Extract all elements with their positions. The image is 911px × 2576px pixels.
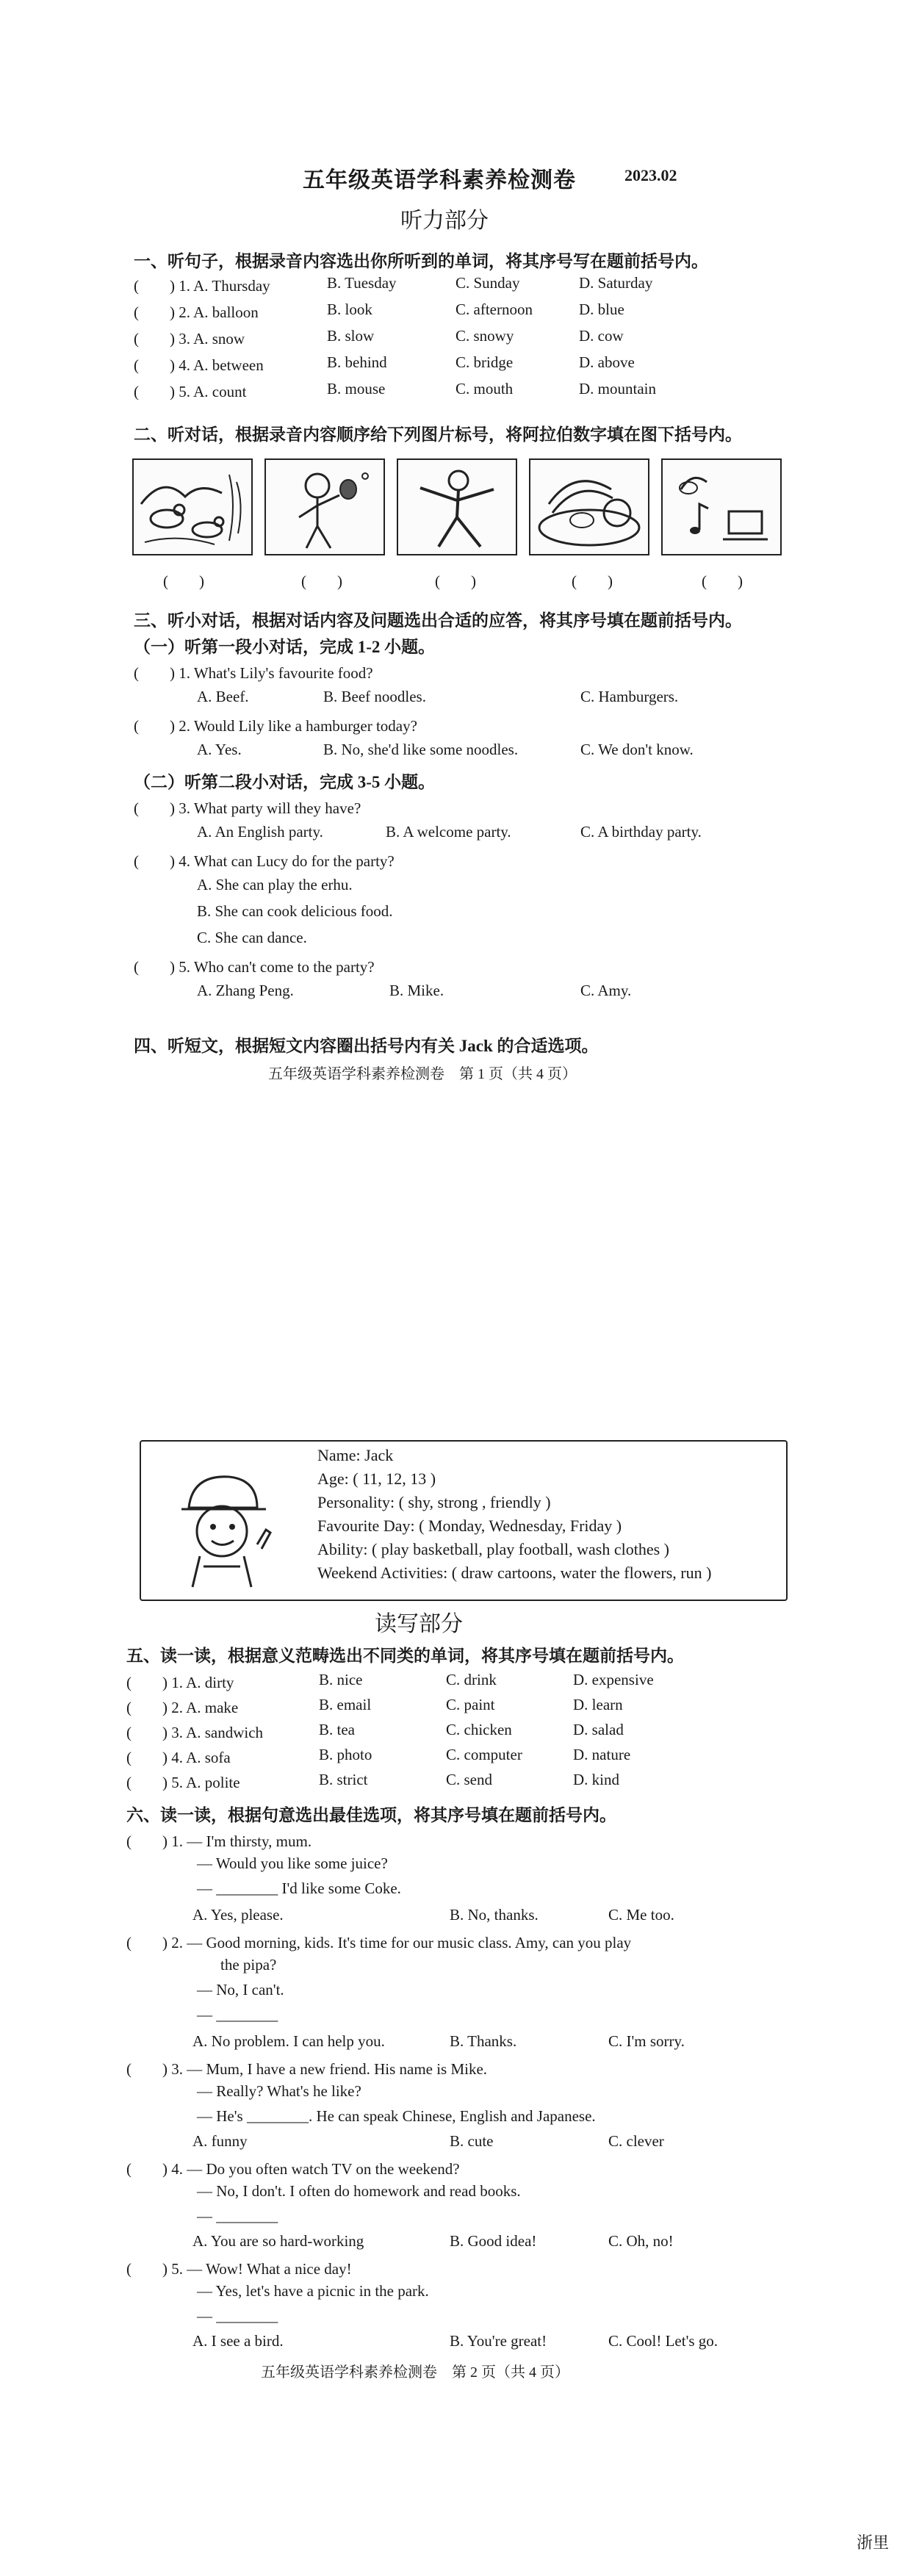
part3-q2-opt-c: C. We don't know.	[580, 741, 694, 758]
part5-q1-c: C. drink	[446, 1671, 497, 1688]
part6-q3-opt-c: C. clever	[608, 2132, 664, 2150]
part3-q2-opt-a: A. Yes.	[197, 741, 242, 758]
part1-q5-d: D. mountain	[579, 380, 656, 397]
part3-q4: ( ) 4. What can Lucy do for the party?	[134, 852, 395, 870]
part3-q5-opt-c: C. Amy.	[580, 982, 632, 999]
part1-q4-d: D. above	[579, 353, 635, 371]
jack-info-card	[140, 1440, 788, 1601]
part1-q2-d: D. blue	[579, 301, 624, 318]
part6-q4-opt-c: C. Oh, no!	[608, 2232, 674, 2250]
picture-3-answer-blank[interactable]: ( )	[435, 572, 476, 590]
part6-q2-opt-c: C. I'm sorry.	[608, 2032, 685, 2050]
part3-q2-opt-b: B. No, she'd like some noodles.	[323, 741, 519, 758]
part6-q4-line3: — ________	[197, 2207, 278, 2225]
part1-q1-a: ( ) 1. A. Thursday	[134, 277, 270, 295]
part1-q5-a: ( ) 5. A. count	[134, 383, 247, 400]
part6-q1-line1: ( ) 1. — I'm thirsty, mum.	[126, 1832, 312, 1850]
part6-q1-line2: — Would you like some juice?	[197, 1854, 388, 1872]
part1-q2-c: C. afternoon	[455, 301, 533, 318]
part6-q5-opt-c: C. Cool! Let's go.	[608, 2332, 719, 2350]
part3-q2: ( ) 2. Would Lily like a hamburger today?	[134, 717, 417, 735]
music-computer-picture	[661, 458, 782, 555]
part1-q3-a: ( ) 3. A. snow	[134, 330, 245, 348]
part6-q5-opt-b: B. You're great!	[450, 2332, 547, 2350]
ping-pong-boy-picture	[264, 458, 385, 555]
part5-q5-b: B. strict	[319, 1771, 368, 1788]
jack-weekend-activities: Weekend Activities: ( draw cartoons, water the flowers, run )	[317, 1564, 712, 1582]
fruit-plate-picture	[529, 458, 649, 555]
picture-5-answer-blank[interactable]: ( )	[702, 572, 743, 590]
part3-q1-opt-b: B. Beef noodles.	[323, 688, 426, 705]
jack-ability: Ability: ( play basketball, play football, wash clothes )	[317, 1540, 670, 1558]
part5-q1-b: B. nice	[319, 1671, 363, 1688]
part3-q1-opt-c: C. Hamburgers.	[580, 688, 679, 705]
part6-q1-opt-c: C. Me too.	[608, 1906, 674, 1924]
part5-q4-d: D. nature	[573, 1746, 631, 1763]
part1-q4-a: ( ) 4. A. between	[134, 356, 264, 374]
part5-q4-c: C. computer	[446, 1746, 522, 1763]
part5-q2-b: B. email	[319, 1696, 372, 1713]
part1-heading: 一、听句子，根据录音内容选出你所听到的单词，将其序号写在题前括号内。	[134, 252, 708, 270]
part5-q4-b: B. photo	[319, 1746, 372, 1763]
part3-sub1: （一）听第一段小对话，完成 1-2 小题。	[134, 638, 436, 656]
part6-q3-line1: ( ) 3. — Mum, I have a new friend. His name is Mike.	[126, 2060, 488, 2078]
part6-q3-line3: — He's ________. He can speak Chinese, English and Japanese.	[197, 2107, 596, 2125]
part1-q4-c: C. bridge	[455, 353, 514, 371]
part3-q1-opt-a: A. Beef.	[197, 688, 249, 705]
corner-watermark-text: 浙里	[856, 2534, 889, 2552]
part6-q1-opt-a: A. Yes, please.	[192, 1906, 284, 1924]
part6-q4-line1: ( ) 4. — Do you often watch TV on the weekend?	[126, 2160, 460, 2178]
part6-q5-line3: — ________	[197, 2307, 278, 2325]
part6-q5-line2: — Yes, let's have a picnic in the park.	[197, 2282, 429, 2300]
part1-q1-c: C. Sunday	[455, 274, 520, 292]
part3-sub2: （二）听第二段小对话，完成 3-5 小题。	[134, 773, 436, 791]
page-2-footer: 五年级英语学科素养检测卷 第 2 页（共 4 页）	[261, 2364, 569, 2381]
part6-q4-line2: — No, I don't. I often do homework and read books.	[197, 2182, 521, 2200]
part3-q5-opt-a: A. Zhang Peng.	[197, 982, 294, 999]
part1-q5-b: B. mouse	[327, 380, 386, 397]
part1-q5-c: C. mouth	[455, 380, 514, 397]
part6-q1-opt-b: B. No, thanks.	[450, 1906, 539, 1924]
exam-date: 2023.02	[624, 166, 677, 184]
part5-q5-c: C. send	[446, 1771, 492, 1788]
part2-heading: 二、听对话，根据录音内容顺序给下列图片标号，将阿拉伯数字填在图下括号内。	[134, 425, 742, 444]
part6-q2-line3: — No, I can't.	[197, 1981, 284, 1998]
part6-q5-opt-a: A. I see a bird.	[192, 2332, 284, 2350]
part6-q2-line1: ( ) 2. — Good morning, kids. It's time for our music class. Amy, can you play	[126, 1934, 632, 1951]
part6-q2-opt-a: A. No problem. I can help you.	[192, 2032, 385, 2050]
part6-q3-line2: — Really? What's he like?	[197, 2082, 361, 2100]
part5-q3-d: D. salad	[573, 1721, 624, 1738]
part6-q3-opt-a: A. funny	[192, 2132, 248, 2150]
part5-heading: 五、读一读，根据意义范畴选出不同类的单词，将其序号填在题前括号内。	[126, 1647, 684, 1665]
part3-heading: 三、听小对话，根据对话内容及问题选出合适的应答，将其序号填在题前括号内。	[134, 611, 742, 630]
part3-q3-opt-a: A. An English party.	[197, 823, 323, 841]
part3-q4-opt-b: B. She can cook delicious food.	[197, 902, 393, 920]
part1-q3-b: B. slow	[327, 327, 375, 345]
part1-q2-b: B. look	[327, 301, 372, 318]
reading-section-title: 读写部分	[375, 1612, 463, 1636]
jack-cartoon-icon	[163, 1456, 281, 1589]
part6-q4-opt-a: A. You are so hard-working	[192, 2232, 364, 2250]
part5-q3-a: ( ) 3. A. sandwich	[126, 1724, 264, 1741]
ducks-pond-picture	[132, 458, 253, 555]
part5-q2-a: ( ) 2. A. make	[126, 1699, 239, 1716]
part1-q3-c: C. snowy	[455, 327, 514, 345]
picture-2-answer-blank[interactable]: ( )	[301, 572, 342, 590]
jack-age: Age: ( 11, 12, 13 )	[317, 1469, 436, 1488]
part1-q4-b: B. behind	[327, 353, 387, 371]
part3-q5: ( ) 5. Who can't come to the party?	[134, 958, 375, 976]
part1-q2-a: ( ) 2. A. balloon	[134, 303, 259, 321]
part5-q5-d: D. kind	[573, 1771, 619, 1788]
part5-q1-d: D. expensive	[573, 1671, 654, 1688]
jack-favourite-day: Favourite Day: ( Monday, Wednesday, Friday )	[317, 1517, 622, 1535]
part5-q3-c: C. chicken	[446, 1721, 512, 1738]
part5-q1-a: ( ) 1. A. dirty	[126, 1674, 234, 1691]
part5-q4-a: ( ) 4. A. sofa	[126, 1749, 231, 1766]
part6-heading: 六、读一读，根据句意选出最佳选项，将其序号填在题前括号内。	[126, 1806, 616, 1824]
picture-4-answer-blank[interactable]: ( )	[572, 572, 613, 590]
picture-1-answer-blank[interactable]: ( )	[163, 572, 204, 590]
part3-q3-opt-b: B. A welcome party.	[386, 823, 511, 841]
part4-heading: 四、听短文，根据短文内容圈出括号内有关 Jack 的合适选项。	[134, 1037, 599, 1055]
part6-q1-line3: — ________ I'd like some Coke.	[197, 1879, 401, 1897]
part5-q2-d: D. learn	[573, 1696, 623, 1713]
jack-name: Name: Jack	[317, 1446, 394, 1464]
part3-q3: ( ) 3. What party will they have?	[134, 799, 361, 817]
jack-personality: Personality: ( shy, strong , friendly )	[317, 1493, 551, 1511]
page-1-footer: 五年级英语学科素养检测卷 第 1 页（共 4 页）	[268, 1066, 577, 1082]
part6-q3-opt-b: B. cute	[450, 2132, 494, 2150]
part6-q2-line2: the pipa?	[220, 1956, 277, 1974]
part6-q2-line4: — ________	[197, 2006, 278, 2023]
part3-q3-opt-c: C. A birthday party.	[580, 823, 702, 841]
part6-q5-line1: ( ) 5. — Wow! What a nice day!	[126, 2260, 352, 2278]
part5-q2-c: C. paint	[446, 1696, 495, 1713]
part1-q1-d: D. Saturday	[579, 274, 653, 292]
part3-q4-opt-c: C. She can dance.	[197, 929, 307, 946]
exam-title: 五年级英语学科素养检测卷	[303, 168, 576, 193]
part5-q5-a: ( ) 5. A. polite	[126, 1774, 240, 1791]
part3-q1: ( ) 1. What's Lily's favourite food?	[134, 664, 373, 682]
part1-q1-b: B. Tuesday	[327, 274, 397, 292]
part6-q2-opt-b: B. Thanks.	[450, 2032, 517, 2050]
tai-chi-man-picture	[397, 458, 517, 555]
part1-q3-d: D. cow	[579, 327, 624, 345]
part6-q4-opt-b: B. Good idea!	[450, 2232, 537, 2250]
listening-section-title: 听力部分	[400, 209, 489, 233]
part3-q5-opt-b: B. Mike.	[389, 982, 444, 999]
part5-q3-b: B. tea	[319, 1721, 355, 1738]
part3-q4-opt-a: A. She can play the erhu.	[197, 876, 353, 893]
